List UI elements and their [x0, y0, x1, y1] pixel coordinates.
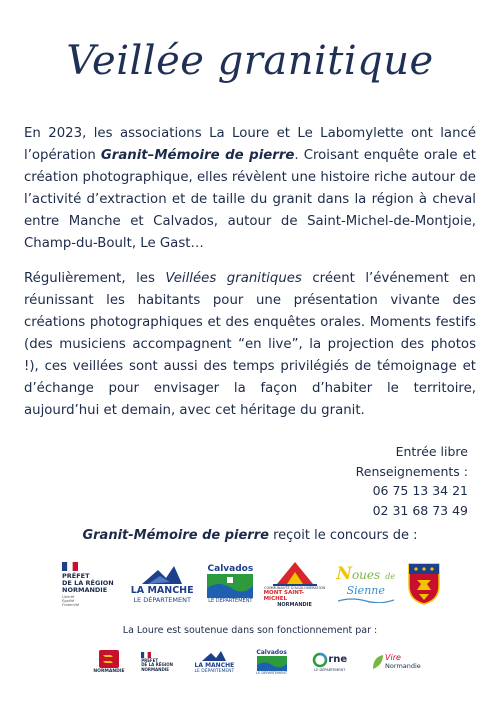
vire-normandie-logo: [370, 653, 422, 671]
orne-name: rne: [328, 654, 348, 665]
support-heading: La Loure est soutenue dans son fonctionnement par :: [122, 625, 378, 636]
prefet-small-line-1: PRÉFET: [141, 657, 159, 663]
prefet-normandie-small-logo: [141, 652, 175, 673]
support-logos-row: [92, 644, 422, 680]
french-flag-small-icon: [141, 652, 151, 658]
sponsors-heading: [0, 528, 500, 543]
manche-wave-small-icon: [201, 650, 227, 662]
vire-leaf-icon: [371, 653, 385, 671]
noues-de: de: [385, 571, 396, 581]
entry-free: Entrée libre: [395, 444, 468, 459]
calvados-emblem-small-icon: [257, 656, 287, 671]
veillees-text-end: créent l’événement en réunissant les habitants pour une présentation vivante des créations photographiques et des enquêtes orales. Moments festifs (des musiciens accompagnent “en live”, la projection des photos !), ces veillées sont aussi des temps privilégiés de témoignage et d’échange pour envisager la façon d’habiter le territoire, aujourd’hui et demain, avec cet héritage du granit.: [24, 271, 476, 418]
manche-small-subtitle: LE DÉPARTEMENT: [194, 669, 235, 674]
prefet-normandie-logo: [62, 562, 120, 607]
prefet-small-line-2: DE LA RÉGION: [141, 662, 174, 668]
prefet-line-1: PRÉFET: [62, 571, 90, 580]
veillees-name: Veillées granitiques: [165, 271, 302, 286]
calvados-name: Calvados: [207, 563, 254, 574]
prefet-line-2: DE LA RÉGION: [62, 578, 114, 587]
noues-wave-icon: [338, 597, 394, 603]
vire-normandie-name: Normandie: [385, 662, 421, 670]
contact-info: [356, 442, 468, 520]
intro-text-start: En 2023, les associations La Loure et Le Labomylette ont lancé l’opération: [24, 126, 476, 163]
veillees-text-start: Régulièrement, les: [24, 271, 166, 286]
manche-name: LA MANCHE: [130, 585, 194, 596]
shield-icon: [407, 562, 441, 606]
msm-top-text: COMMUNAUTÉ D'AGGLOMÉRATION: [264, 586, 326, 590]
calvados-small-name: Calvados: [256, 648, 287, 656]
coat-of-arms-logo: [406, 562, 442, 606]
calvados-small-subtitle: LE DÉPARTEMENT: [256, 670, 288, 675]
french-flag-icon: [62, 562, 78, 571]
manche-subtitle: LE DÉPARTEMENT: [133, 596, 191, 604]
prefet-line-3: NORMANDIE: [62, 585, 108, 594]
sponsor-logos-row: [62, 558, 442, 610]
noues-initial: N: [336, 563, 352, 584]
mont-saint-michel-logo: [264, 560, 326, 608]
calvados-subtitle: LE DÉPARTEMENT: [208, 597, 253, 604]
calvados-emblem-icon: [207, 574, 253, 598]
veillees-paragraph: [24, 268, 476, 422]
noues-sienne: Sienne: [346, 583, 385, 597]
manche-small-name: LA MANCHE: [194, 662, 235, 669]
intro-paragraph: [24, 123, 476, 255]
normandie-label: NORMANDIE: [93, 668, 125, 674]
project-name-sponsors: Granit-Mémoire de pierre: [82, 528, 269, 543]
mont-saint-michel-icon: [273, 560, 317, 586]
page-title: Veillée granitique: [66, 38, 434, 84]
la-manche-small-logo: [190, 650, 238, 674]
calvados-small-logo: [254, 649, 290, 676]
normandie-region-logo: [92, 650, 126, 675]
prefet-motto: Liberté Égalité Fraternité: [62, 594, 80, 607]
phone-number-1: 06 75 13 34 21: [372, 483, 468, 498]
project-name: Granit–Mémoire de pierre: [100, 148, 295, 163]
info-label: Renseignements :: [355, 463, 468, 479]
intro-text-end: . Croisant enquête orale et création photographique, elles révèlent une histoire riche autour de l’activité d’extraction et de taille du granit dans la région à cheval entre Manche et Calvados, autour de Saint-Michel-de-Montjoie, Champ-du-Boult, Le Gast…: [24, 148, 476, 251]
calvados-logo: [204, 564, 256, 605]
sponsors-text: reçoit le concours de :: [268, 528, 418, 543]
noues-word: oues: [351, 567, 381, 582]
orne-subtitle: LE DÉPARTEMENT: [314, 667, 346, 672]
msm-subtitle: NORMANDIE: [277, 602, 312, 608]
normandie-lions-icon: [99, 650, 119, 668]
la-manche-logo: [127, 564, 197, 604]
manche-wave-icon: [140, 564, 184, 586]
orne-logo: [305, 652, 355, 673]
prefet-small-line-3: NORMANDIE: [141, 666, 169, 672]
noues-de-sienne-logo: [333, 563, 399, 603]
orne-circle-icon: [312, 652, 328, 668]
phone-number-2: 02 31 68 73 49: [372, 502, 468, 518]
vire-name: Vire: [385, 653, 401, 662]
msm-name: MONT SAINT-MICHEL: [263, 590, 305, 602]
